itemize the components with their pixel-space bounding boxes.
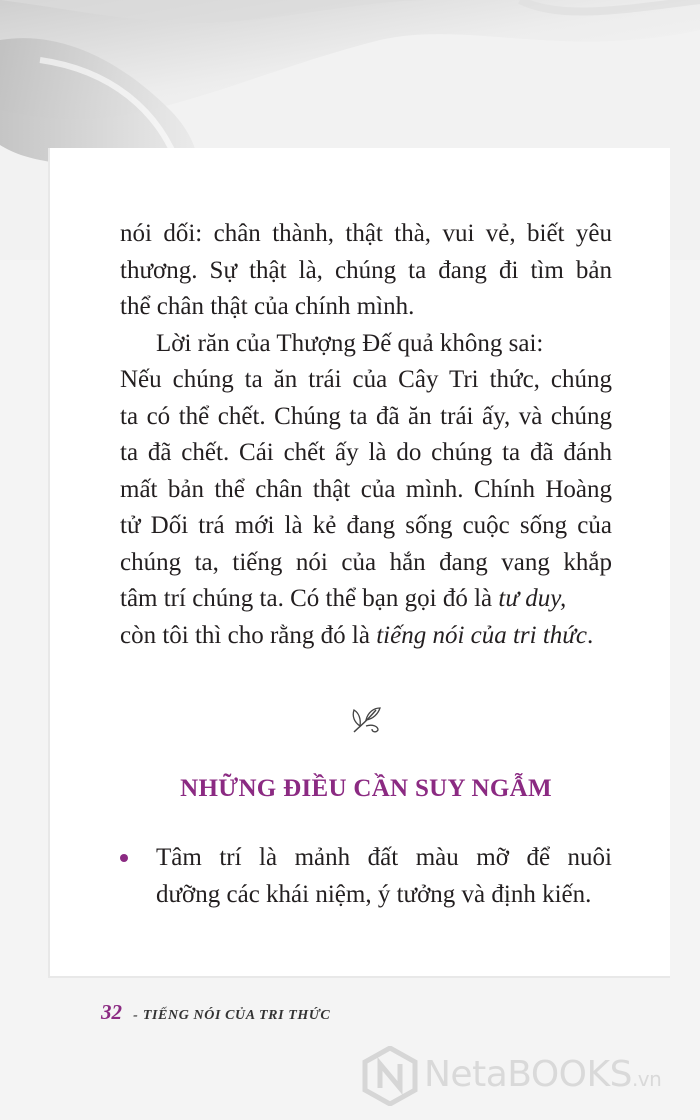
body-text [120,216,612,654]
body-line [120,581,612,618]
body-line: ta đã chết. Cái chết ấy là do chúng ta đã đánh [120,439,612,466]
running-title: TIẾNG NÓI CỦA TRI THỨC [142,1008,331,1023]
watermark-text [424,1054,661,1095]
bullet-line: Tâm trí là mảnh đất màu mỡ để nuôi [156,844,612,871]
bullet-dot-icon [120,854,128,862]
body-line: nói dối: chân thành, thật thà, vui vẻ, biết yêu [120,220,612,247]
body-line-text: tâm trí chúng ta. Có thể bạn gọi đó là [120,585,499,612]
body-line: tử Dối trá mới là kẻ đang sống cuộc sống của [120,512,612,539]
list-item [120,840,612,913]
leaf-sprig-icon [346,700,386,740]
section-heading: NHỮNG ĐIỀU CẦN SUY NGẪM [180,775,552,802]
netabooks-logo-icon [362,1046,418,1106]
body-line: mất bản thể chân thật của mình. Chính Hoàng [120,475,612,503]
body-line-text: còn tôi thì cho rằng đó là [120,621,377,649]
italic-term: tiếng nói của tri thức [376,621,588,649]
body-line [120,618,612,655]
body-line: Nếu chúng ta ăn trái của Cây Tri thức, chúng [120,366,612,393]
body-line: chúng ta, tiếng nói của hắn đang vang khắp [120,548,612,576]
footer-separator: - [133,1008,138,1023]
page-number: 32 [101,1000,122,1024]
watermark [362,1044,692,1108]
bullet-line: dưỡng các khái niệm, ý tưởng và định kiến. [156,880,592,908]
body-line: thương. Sự thật là, chúng ta đang đi tìm bản [120,256,612,284]
italic-term: tư duy, [498,585,567,612]
body-line-text: . [587,621,594,649]
body-line: Lời răn của Thượng Đế quả không sai: [156,329,544,357]
body-line: ta có thể chết. Chúng ta đã ăn trái ấy, và chúng [120,402,612,430]
page-footer [101,1000,330,1025]
bullet-text [156,840,612,913]
watermark-tld: .vn [631,1067,662,1091]
watermark-brand: NetaBOOKS [424,1054,632,1095]
body-line: thể chân thật của chính mình. [120,293,415,320]
